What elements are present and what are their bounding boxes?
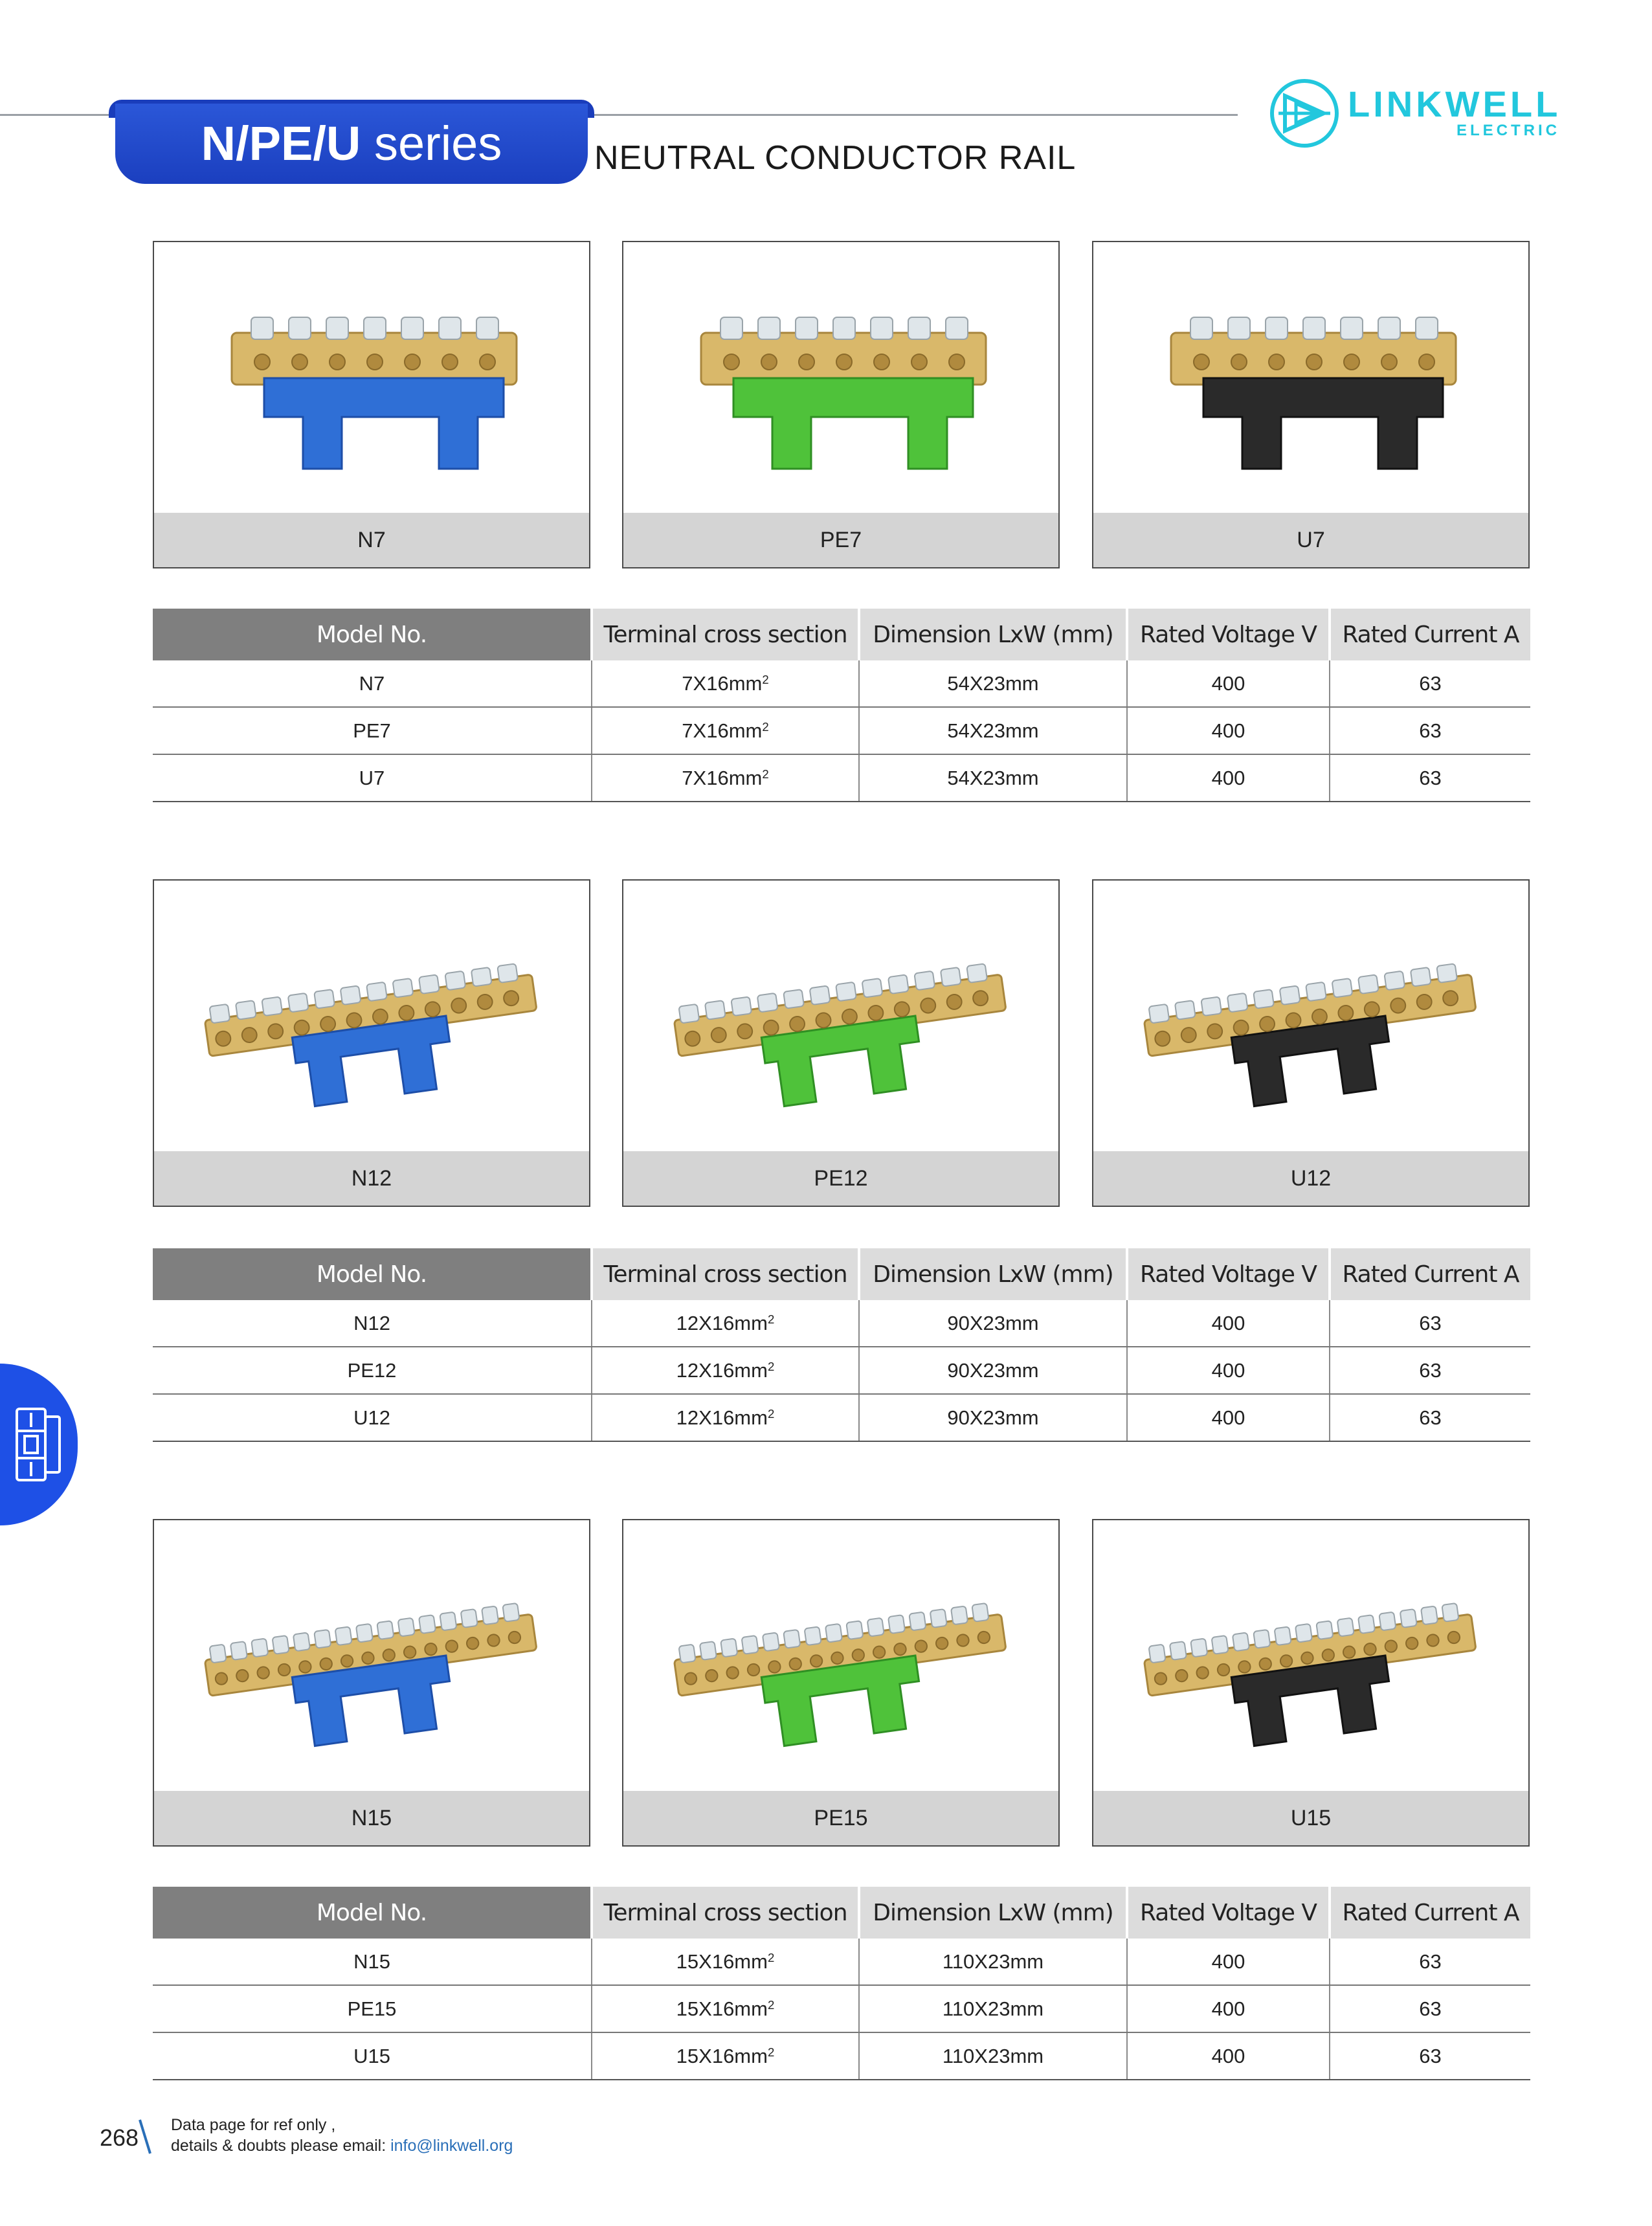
table-header-row (153, 1248, 1530, 1300)
product-label: N12 (154, 1151, 589, 1206)
cell-cross-value: 7X16mm (682, 766, 763, 789)
product-image (623, 1520, 1058, 1791)
cell-cross (592, 754, 859, 802)
col-header-model: Model No. (153, 609, 592, 660)
brand-logo (1269, 78, 1561, 149)
cell-model: N15 (153, 1939, 592, 1985)
cell-cross-value: 15X16mm (676, 1950, 768, 1973)
section-side-tab (0, 1364, 78, 1525)
terminal-bar-drawing (203, 1601, 546, 1759)
cell-current: 63 (1330, 660, 1530, 707)
unit-squared: 2 (767, 1406, 775, 1421)
unit-squared: 2 (767, 1312, 775, 1326)
cell-cross-value: 15X16mm (676, 1997, 768, 2020)
terminal-bar-drawing (1171, 317, 1456, 469)
spec-table-15 (153, 1887, 1530, 2080)
cell-dimension: 90X23mm (859, 1347, 1127, 1394)
product-image (154, 242, 589, 513)
cell-current: 63 (1330, 1347, 1530, 1394)
circuit-breaker-icon (0, 1364, 78, 1525)
cell-cross (592, 660, 859, 707)
cell-dimension: 54X23mm (859, 754, 1127, 802)
footer-note-line1: Data page for ref only , (171, 2116, 336, 2134)
footer-divider-icon (139, 2117, 151, 2156)
cell-cross (592, 1300, 859, 1347)
col-header-voltage: Rated Voltage V (1127, 1887, 1330, 1939)
product-card-pe12 (622, 879, 1060, 1207)
cell-model: PE12 (153, 1347, 592, 1394)
cell-cross-value: 7X16mm (682, 671, 763, 695)
table-row (153, 754, 1530, 802)
table-row (153, 660, 1530, 707)
col-header-dimension: Dimension LxW (mm) (859, 609, 1127, 660)
cell-cross-value: 12X16mm (676, 1311, 768, 1334)
table-row (153, 2032, 1530, 2080)
col-header-current: Rated Current A (1330, 609, 1530, 660)
table-row (153, 1394, 1530, 1441)
cell-voltage: 400 (1127, 754, 1330, 802)
col-header-cross: Terminal cross section (592, 609, 859, 660)
unit-squared: 2 (762, 672, 769, 686)
product-image (623, 881, 1058, 1151)
series-title-bold: N/PE/U (201, 117, 361, 170)
unit-squared: 2 (762, 767, 769, 781)
terminal-bar-drawing (701, 317, 986, 469)
cell-cross (592, 2032, 859, 2080)
cell-current: 63 (1330, 1939, 1530, 1985)
product-label: N7 (154, 513, 589, 567)
cell-dimension: 110X23mm (859, 1985, 1127, 2032)
table-row (153, 1347, 1530, 1394)
unit-squared: 2 (767, 1997, 775, 2012)
cell-dimension: 110X23mm (859, 2032, 1127, 2080)
product-label: PE7 (623, 513, 1058, 567)
cell-current: 63 (1330, 2032, 1530, 2080)
unit-squared: 2 (767, 1950, 775, 1964)
product-label: PE12 (623, 1151, 1058, 1206)
cell-model: PE7 (153, 707, 592, 754)
cell-cross (592, 707, 859, 754)
cell-cross-value: 7X16mm (682, 719, 763, 742)
cell-voltage: 400 (1127, 707, 1330, 754)
col-header-model: Model No. (153, 1887, 592, 1939)
col-header-model: Model No. (153, 1248, 592, 1300)
col-header-dimension: Dimension LxW (mm) (859, 1887, 1127, 1939)
product-card-u15 (1092, 1519, 1530, 1847)
product-card-u7 (1092, 241, 1530, 568)
product-image (1093, 1520, 1528, 1791)
cell-dimension: 90X23mm (859, 1394, 1127, 1441)
cell-voltage: 400 (1127, 1300, 1330, 1347)
table-row (153, 707, 1530, 754)
cell-model: PE15 (153, 1985, 592, 2032)
cell-voltage: 400 (1127, 1347, 1330, 1394)
series-title (115, 104, 588, 184)
page-number: 268 (100, 2124, 139, 2151)
table-row (153, 1985, 1530, 2032)
cell-model: U7 (153, 754, 592, 802)
cell-cross-value: 12X16mm (676, 1358, 768, 1382)
col-header-current: Rated Current A (1330, 1248, 1530, 1300)
cell-dimension: 54X23mm (859, 707, 1127, 754)
cell-current: 63 (1330, 754, 1530, 802)
product-image (154, 1520, 589, 1791)
cell-cross (592, 1939, 859, 1985)
cell-cross-value: 15X16mm (676, 2044, 768, 2067)
page-subtitle: NEUTRAL CONDUCTOR RAIL (594, 139, 1077, 177)
cell-voltage: 400 (1127, 1939, 1330, 1985)
product-card-n12 (153, 879, 590, 1207)
terminal-bar-drawing (203, 961, 546, 1119)
product-image (1093, 242, 1528, 513)
cell-current: 63 (1330, 1985, 1530, 2032)
spec-table-12 (153, 1248, 1530, 1442)
product-card-n7 (153, 241, 590, 568)
terminal-bar-drawing (1143, 1601, 1485, 1759)
brand-name: LINKWELL (1348, 84, 1561, 124)
cell-model: U15 (153, 2032, 592, 2080)
terminal-bar-drawing (673, 961, 1015, 1119)
product-image (1093, 881, 1528, 1151)
footer-note (171, 2115, 513, 2156)
cell-current: 63 (1330, 1300, 1530, 1347)
cell-voltage: 400 (1127, 2032, 1330, 2080)
product-label: N15 (154, 1791, 589, 1845)
terminal-bar-drawing (232, 317, 517, 469)
product-image (623, 242, 1058, 513)
cell-voltage: 400 (1127, 1985, 1330, 2032)
table-row (153, 1300, 1530, 1347)
col-header-current: Rated Current A (1330, 1887, 1530, 1939)
product-label: U7 (1093, 513, 1528, 567)
table-header-row (153, 1887, 1530, 1939)
spec-table-7 (153, 609, 1530, 802)
col-header-voltage: Rated Voltage V (1127, 609, 1330, 660)
contact-email-link[interactable]: info@linkwell.org (390, 2137, 513, 2155)
col-header-voltage: Rated Voltage V (1127, 1248, 1330, 1300)
series-title-light: series (374, 117, 502, 170)
product-card-n15 (153, 1519, 590, 1847)
cell-cross-value: 12X16mm (676, 1406, 768, 1429)
product-label: U12 (1093, 1151, 1528, 1206)
product-image (154, 881, 589, 1151)
cell-cross (592, 1347, 859, 1394)
product-label: U15 (1093, 1791, 1528, 1845)
product-card-pe7 (622, 241, 1060, 568)
linkwell-logo-icon (1269, 78, 1340, 149)
cell-dimension: 110X23mm (859, 1939, 1127, 1985)
cell-dimension: 90X23mm (859, 1300, 1127, 1347)
col-header-dimension: Dimension LxW (mm) (859, 1248, 1127, 1300)
product-card-pe15 (622, 1519, 1060, 1847)
col-header-cross: Terminal cross section (592, 1887, 859, 1939)
table-row (153, 1939, 1530, 1985)
cell-current: 63 (1330, 707, 1530, 754)
unit-squared: 2 (762, 719, 769, 734)
cell-cross (592, 1394, 859, 1441)
terminal-bar-drawing (1143, 961, 1485, 1119)
cell-cross (592, 1985, 859, 2032)
terminal-bar-drawing (673, 1601, 1015, 1759)
product-label: PE15 (623, 1791, 1058, 1845)
cell-dimension: 54X23mm (859, 660, 1127, 707)
product-card-u12 (1092, 879, 1530, 1207)
unit-squared: 2 (767, 2045, 775, 2059)
cell-voltage: 400 (1127, 660, 1330, 707)
brand-subname: ELECTRIC (1457, 122, 1560, 139)
unit-squared: 2 (767, 1359, 775, 1373)
col-header-cross: Terminal cross section (592, 1248, 859, 1300)
cell-voltage: 400 (1127, 1394, 1330, 1441)
cell-model: N12 (153, 1300, 592, 1347)
footer-note-text: details & doubts please email: (171, 2137, 391, 2155)
cell-current: 63 (1330, 1394, 1530, 1441)
cell-model: N7 (153, 660, 592, 707)
table-header-row (153, 609, 1530, 660)
footer-note-line2 (171, 2135, 513, 2156)
cell-model: U12 (153, 1394, 592, 1441)
